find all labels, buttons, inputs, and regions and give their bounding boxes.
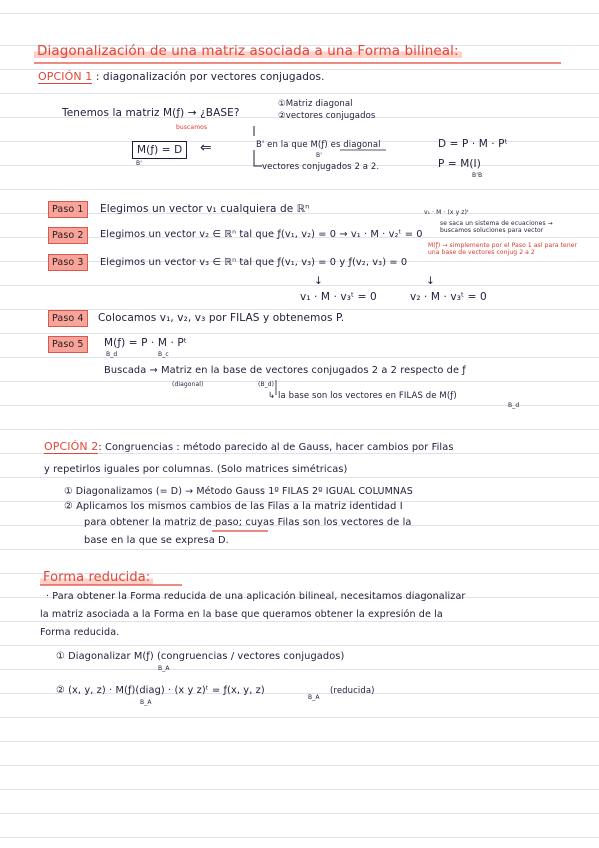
paso2-badge: Paso 2 (48, 227, 88, 244)
opcion2-label: OPCIÓN 2 (44, 440, 99, 453)
opcion1-label: OPCIÓN 1 (38, 70, 93, 83)
forma-title: Forma reducida: (40, 571, 153, 585)
option-diagonal: ①Matriz diagonal (278, 99, 353, 109)
p-equals: P = M(I) (438, 158, 481, 170)
opcion2-i1: ① Diagonalizamos (= D) → Método Gauss 1º FILAS 2º IGUAL COLUMNAS (64, 486, 413, 497)
forma-p1: · Para obtener la Forma reducida de una aplicación bilineal, necesitamos diagonalizar (46, 591, 466, 602)
paso1-badge: Paso 1 (48, 201, 88, 218)
forma-s2-note: (reducida) (330, 686, 375, 696)
forma-s2-sub2: B_A (308, 694, 320, 701)
la-base-sub: B_d (508, 402, 520, 409)
iff-symbol: ⇐ (200, 140, 212, 156)
arrow-down-2: ↓ (426, 275, 435, 287)
paso1-text: Elegimos un vector v₁ cualquiera de ℝⁿ (100, 203, 310, 215)
d-equals-pmp: D = P · M · Pᵗ (438, 138, 508, 150)
opcion2-i2b: para obtener la matriz de paso; cuyas Filas son los vectores de la (84, 517, 412, 528)
opcion2-i2c: base en la que se expresa D. (84, 535, 229, 546)
arrow-down-1: ↓ (314, 275, 323, 287)
paso5-sub-bd: B_d (106, 351, 118, 358)
paso2-text: Elegimos un vector v₂ ∈ ℝⁿ tal que ƒ(v₁, v₂) = 0 → v₁ · M · v₂ᵗ = 0 (100, 229, 423, 240)
forma-s2-sub: B_A (140, 699, 152, 706)
paso5-badge: Paso 5 (48, 336, 88, 353)
paso3-badge: Paso 3 (48, 254, 88, 271)
opcion1-desc: : diagonalización por vectores conjugados. (95, 71, 325, 83)
paso4-badge: Paso 4 (48, 310, 88, 327)
b-sub: B' (316, 152, 322, 159)
paso3-eq-b: v₂ · M · v₃ᵗ = 0 (410, 291, 487, 303)
opcion2-l2: y repetirlos iguales por columnas. (Solo matrices simétricas) (44, 464, 348, 475)
vc-line: vectores conjugados 2 a 2. (262, 162, 380, 172)
b-line: B' en la que M(ƒ) es diagonal (256, 140, 381, 150)
forma-p3: Forma reducida. (40, 627, 120, 638)
option-conjugados: ②vectores conjugados (278, 111, 376, 121)
forma-s1-sub: B_A (158, 665, 170, 672)
bd-note: (B_d) (258, 381, 275, 388)
diagonal-note: (diagonal) (172, 381, 204, 388)
note-2: se saca un sistema de ecuaciones → buscamos soluciones para vector (440, 220, 553, 234)
buscada-line: Buscada → Matriz en la base de vectores conjugados 2 a 2 respecto de ƒ (104, 365, 466, 376)
paso5-sub-bc: B_c (158, 351, 169, 358)
mbd-formula: M(ƒ) = D (132, 141, 187, 159)
paso5-text: M(ƒ) = P · M · Pᵗ (104, 337, 187, 349)
paso3-eq-a: v₁ · M · v₃ᵗ = 0 (300, 291, 377, 303)
bracket-arrow (254, 150, 262, 166)
forma-p2: la matriz asociada a la Forma en la base que queramos obtener la expresión de la (40, 609, 443, 620)
note-1: v₁ · M · (x y z)ᵗ (424, 209, 469, 216)
mbd-sub: B' (136, 160, 142, 167)
intro-note: buscamos (176, 124, 208, 131)
paso3-text: Elegimos un vector v₃ ∈ ℝⁿ tal que ƒ(v₁, v₃) = 0 y ƒ(v₂, v₃) = 0 (100, 257, 408, 268)
forma-s1: ① Diagonalizar M(ƒ) (congruencias / vectores conjugados) (56, 651, 345, 662)
p-sub: B'B (472, 172, 483, 179)
opcion2-i2a: ② Aplicamos los mismos cambios de las Filas a la matriz identidad I (64, 501, 403, 512)
forma-s2: ② (x, y, z) · M(ƒ)(diag) · (x y z)ᵗ = ƒ(x, y, z) (56, 685, 265, 696)
opcion2-l1: : Congruencias : método parecido al de Gauss, hacer cambios por Filas (98, 442, 454, 453)
opcion1-intro: Tenemos la matriz M(ƒ) → ¿BASE? (62, 107, 240, 119)
paso4-text: Colocamos v₁, v₂, v₃ por FILAS y obtenemos P. (98, 312, 345, 324)
la-base-line: ↳ la base son los vectores en FILAS de M(ƒ) (268, 391, 457, 401)
page-title: Diagonalización de una matriz asociada a una Forma bilineal: (34, 44, 462, 58)
note-3: M(ƒ) → simplemente por el Paso 1 así para tener una base de vectores conjug 2 a 2 (428, 242, 578, 256)
